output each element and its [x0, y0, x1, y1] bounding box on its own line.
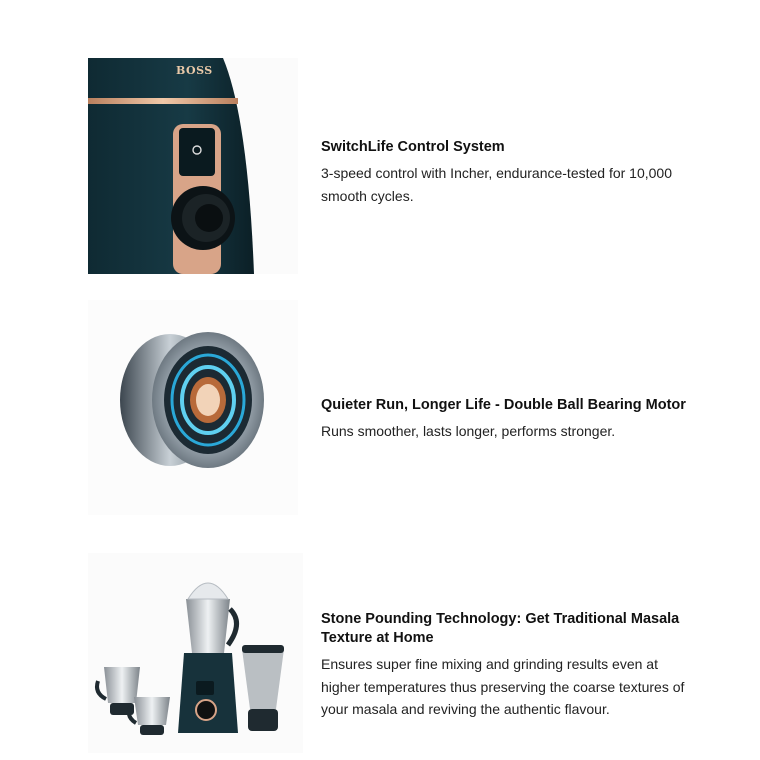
feature-title: Stone Pounding Technology: Get Traditional Masala Texture at Home: [321, 611, 680, 646]
feature-text: [321, 138, 691, 207]
feature-title: SwitchLife Control System: [321, 139, 505, 155]
feature-text: [321, 396, 691, 443]
feature-ball-bearing: [0, 300, 760, 520]
brand-logo: BOSS: [176, 64, 213, 77]
feature-description: Runs smoother, lasts longer, performs stronger.: [321, 423, 616, 439]
feature-text: [321, 610, 691, 721]
feature-description: 3-speed control with Incher, endurance-tested for 10,000 smooth cycles.: [321, 165, 672, 204]
product-control-image: [88, 58, 298, 274]
feature-switchlife: [0, 58, 760, 276]
feature-title: Quieter Run, Longer Life - Double Ball Bearing Motor: [321, 397, 686, 413]
feature-description: Ensures super fine mixing and grinding results even at higher temperatures thus preserving the coarse textures of your masala and reviving the authentic flavour.: [321, 656, 685, 717]
mixer-grinder-set-image: [88, 553, 303, 753]
ball-bearing-image: [88, 300, 298, 515]
feature-stone-pounding: [0, 553, 760, 753]
